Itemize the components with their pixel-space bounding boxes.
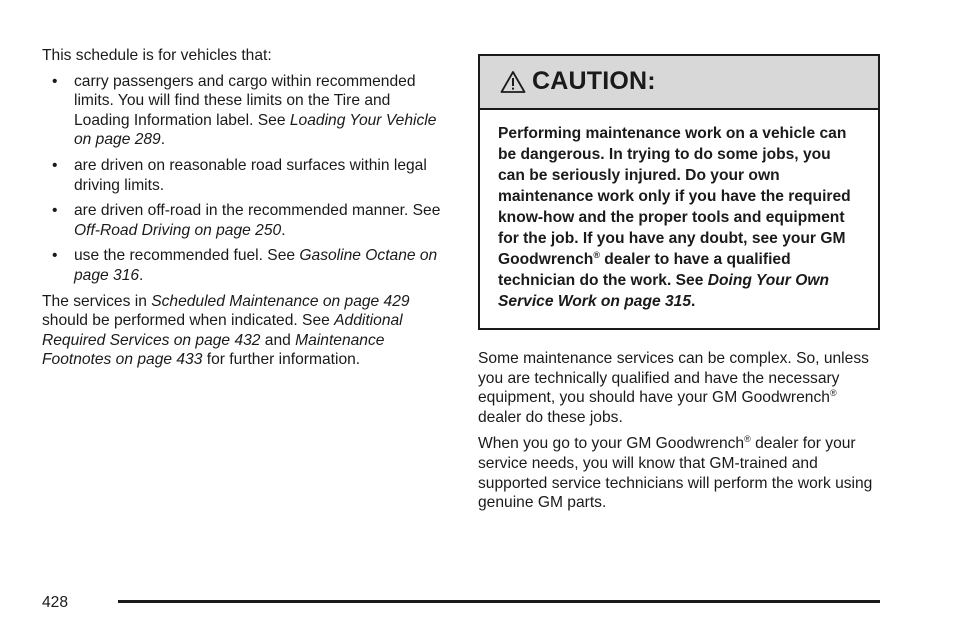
left-column [42,46,442,370]
right-column [478,54,880,513]
list-item: • are driven on reasonable road surfaces within legal driving limits. [52,156,427,194]
bullet-icon: • [52,202,58,220]
caution-title: CAUTION: [532,67,656,96]
page-reference: Scheduled Maintenance on page 429 [151,292,410,310]
caution-text: Performing maintenance work on a vehicle can be dangerous. In trying to do some jobs, you can be seriously injured. Do your own maintenance work only if you have the required know-how and the proper tools and equipment for the job. If you have any doubt, see your GM Goodwrench® dealer to have a qualified technician do the work. See Doing Your Own Service Work on page 315. [498,125,851,310]
bullet-icon: • [52,156,58,174]
services-paragraph: The services in Scheduled Maintenance on page 429 should be performed when indicated. See Additional Required Services on page 432 and Maintenance Footnotes on page 433 for further information. [42,292,410,369]
list-item: • are driven off-road in the recommended manner. See Off-Road Driving on page 250. [52,202,441,239]
page-reference: Maintenance Footnotes on page 433 [42,331,385,369]
footer-rule [118,600,880,603]
caution-box [478,54,880,330]
list-item: • carry passengers and cargo within recommended limits. You will find these limits on the Tire and Loading Information label. See Loading Your Vehicle on page 289. [52,72,437,149]
dealer-service-paragraph: When you go to your GM Goodwrench® dealer for your service needs, you will know that GM-trained and supported service technicians will perform the work using genuine GM parts. [478,434,873,512]
bullet-icon: • [52,72,58,90]
page-reference: Loading Your Vehicle on page 289 [74,111,437,149]
page-reference: Additional Required Services on page 432 [42,312,403,349]
page-reference: Doing Your Own Service Work on page 315 [498,272,829,310]
registered-mark: ® [829,388,837,399]
list-item: • use the recommended fuel. See Gasoline Octane on page 316. [52,247,438,284]
intro-text: This schedule is for vehicles that: [42,47,272,64]
page-number: 428 [42,594,69,611]
warning-triangle-icon [500,70,526,94]
page-reference: Gasoline Octane on page 316 [74,247,438,284]
vehicle-conditions-list [42,72,442,286]
caution-header [480,56,878,110]
page-reference: Off-Road Driving on page 250 [74,221,282,239]
complex-services-paragraph: Some maintenance services can be complex. So, unless you are technically qualified and have the necessary equipment, you should have your GM Goodwrench® dealer do these jobs. [478,350,869,426]
registered-mark: ® [593,250,600,260]
registered-mark: ® [744,434,751,445]
bullet-icon: • [52,247,58,265]
